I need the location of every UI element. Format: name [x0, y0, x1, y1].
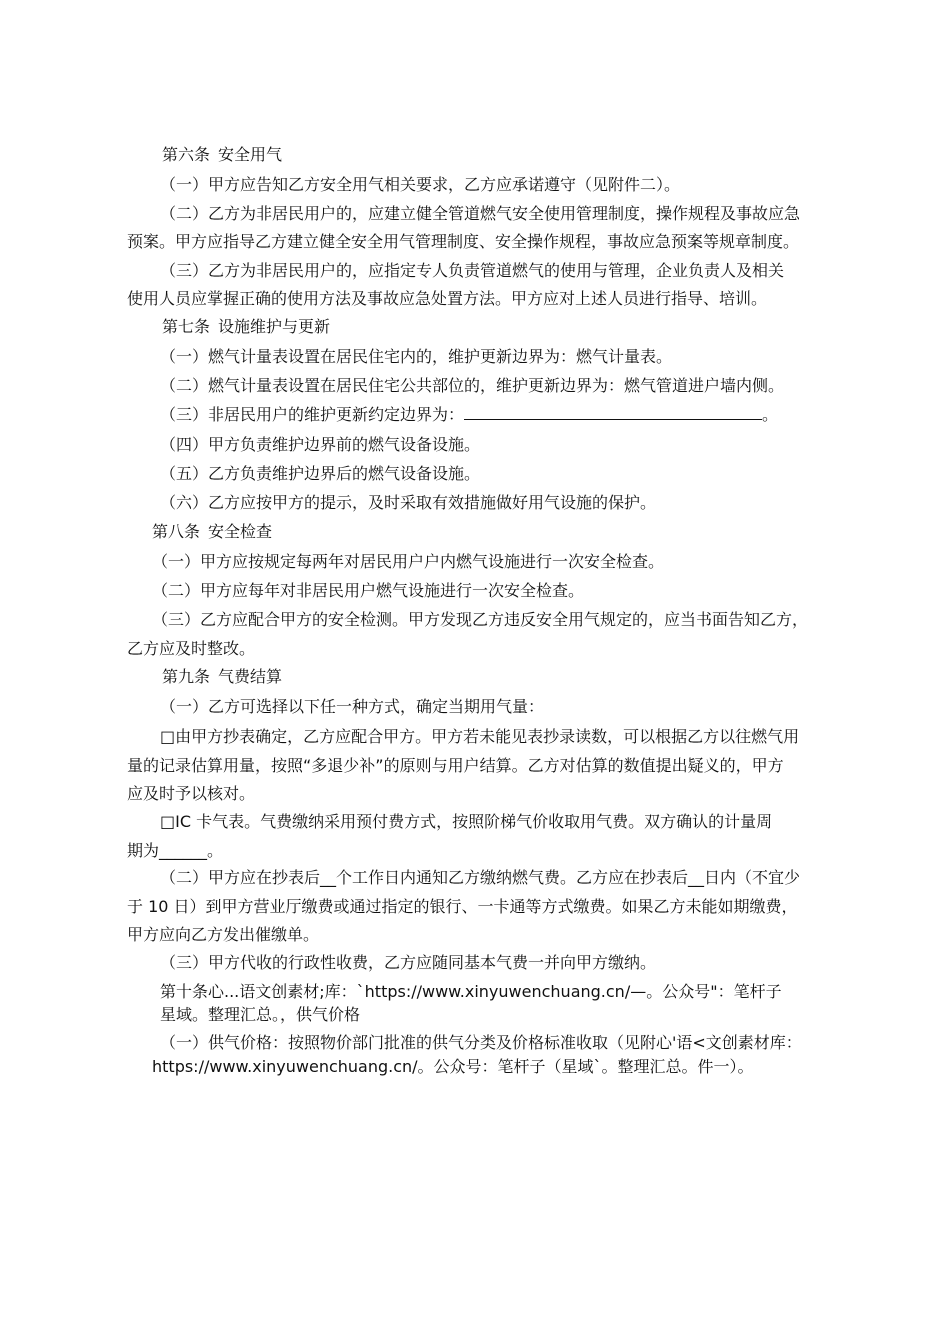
article-7-para-2: （二）燃气计量表设置在居民住宅公共部位的，维护更新边界为：燃气管道进户墙内侧。 [160, 376, 785, 395]
article-9-option-1-line-3: 应及时予以核对。 [127, 784, 256, 803]
article-6-para-3-line-1: （三）乙方为非居民用户的，应指定专人负责管道燃气的使用与管理，企业负责人及相关 [160, 261, 785, 280]
article-6-para-3-line-2: 使用人员应掌握正确的使用方法及事故应急处置方法。甲方应对上述人员进行指导、培训。 [127, 289, 768, 308]
article-10-para-1-line-1: （一）供气价格：按照物价部门批准的供气分类及价格标准收取（见附心'语<文创素材库： [160, 1033, 802, 1052]
article-6-para-2-line-1: （二）乙方为非居民用户的，应建立健全管道燃气安全使用管理制度，操作规程及事故应急 [160, 204, 801, 223]
article-7-para-1: （一）燃气计量表设置在居民住宅内的，维护更新边界为：燃气计量表。 [160, 347, 673, 366]
article-9-para-3: （三）甲方代收的行政性收费，乙方应随同基本气费一并向甲方缴纳。 [160, 953, 657, 972]
article-9-para-2-line-2: 于 10 日）到甲方营业厅缴费或通过指定的银行、一卡通等方式缴费。如果乙方未能如期缴费， [127, 897, 798, 916]
article-7-heading [162, 317, 330, 337]
article-7-para-3-text: （三）非居民用户的维护更新约定边界为： [160, 405, 465, 424]
article-6-para-1: （一）甲方应告知乙方安全用气相关要求，乙方应承诺遵守（见附件二）。 [160, 175, 681, 194]
article-9-option-1-line-1: □由甲方抄表确定，乙方应配合甲方。甲方若未能见表抄录读数，可以根据乙方以往燃气用 [160, 727, 800, 746]
article-9-option-1-line-2: 量的记录估算用量，按照“多退少补”的原则与用户结算。乙方对估算的数值提出疑义的，甲方 [127, 756, 784, 775]
article-7-para-5: （五）乙方负责维护边界后的燃气设备设施。 [160, 464, 481, 483]
article-7-title: 设施维护与更新 [218, 317, 331, 336]
article-10-heading-line-1: 第十条心...语文创素材;库：`https://www.xinyuwenchuang.cn/—。公众号"：笔杆子 [160, 982, 782, 1001]
article-7-para-3 [160, 405, 778, 425]
article-10-para-1-line-2: https://www.xinyuwenchuang.cn/。公众号：笔杆子（星域`。整理汇总。件一）。 [152, 1057, 754, 1076]
article-7-para-3-end: 。 [762, 405, 779, 424]
article-10-heading-line-2: 星域。整理汇总。，供气价格 [160, 1005, 361, 1024]
article-6-number: 第六条 [162, 145, 211, 164]
article-9-para-2-line-3: 甲方应向乙方发出催缴单。 [127, 925, 320, 944]
article-8-number: 第八条 [152, 522, 201, 541]
article-7-para-6: （六）乙方应按甲方的提示，及时采取有效措施做好用气设施的保护。 [160, 493, 657, 512]
article-8-para-1: （一）甲方应按规定每两年对居民用户户内燃气设施进行一次安全检查。 [152, 552, 665, 571]
article-9-number: 第九条 [162, 667, 211, 686]
article-8-title: 安全检查 [208, 522, 273, 541]
article-9-option-2-line-2: 期为______。 [127, 841, 224, 860]
article-7-para-4: （四）甲方负责维护边界前的燃气设备设施。 [160, 435, 481, 454]
article-8-para-3-line-2: 乙方应及时整改。 [127, 639, 256, 658]
article-9-option-2-line-1: □IC 卡气表。气费缴纳采用预付费方式，按照阶梯气价收取用气费。双方确认的计量周 [160, 812, 773, 831]
article-7-number: 第七条 [162, 317, 211, 336]
article-8-para-3-line-1: （三）乙方应配合甲方的安全检测。甲方发现乙方违反安全用气规定的，应当书面告知乙方， [152, 610, 809, 629]
article-6-heading [162, 145, 282, 165]
article-9-para-2-line-1: （二）甲方应在抄表后__个工作日内通知乙方缴纳燃气费。乙方应在抄表后__日内（不宜少 [160, 868, 801, 887]
article-9-para-1: （一）乙方可选择以下任一种方式，确定当期用气量： [160, 697, 545, 716]
article-6-title: 安全用气 [218, 145, 283, 164]
article-9-title: 气费结算 [218, 667, 283, 686]
article-6-para-2-line-2: 预案。甲方应指导乙方建立健全安全用气管理制度、安全操作规程，事故应急预案等规章制度。 [127, 232, 800, 251]
article-9-heading [162, 667, 282, 687]
boundary-blank-line [464, 405, 762, 420]
article-8-para-2: （二）甲方应每年对非居民用户燃气设施进行一次安全检查。 [152, 581, 585, 600]
article-8-heading [152, 522, 272, 542]
